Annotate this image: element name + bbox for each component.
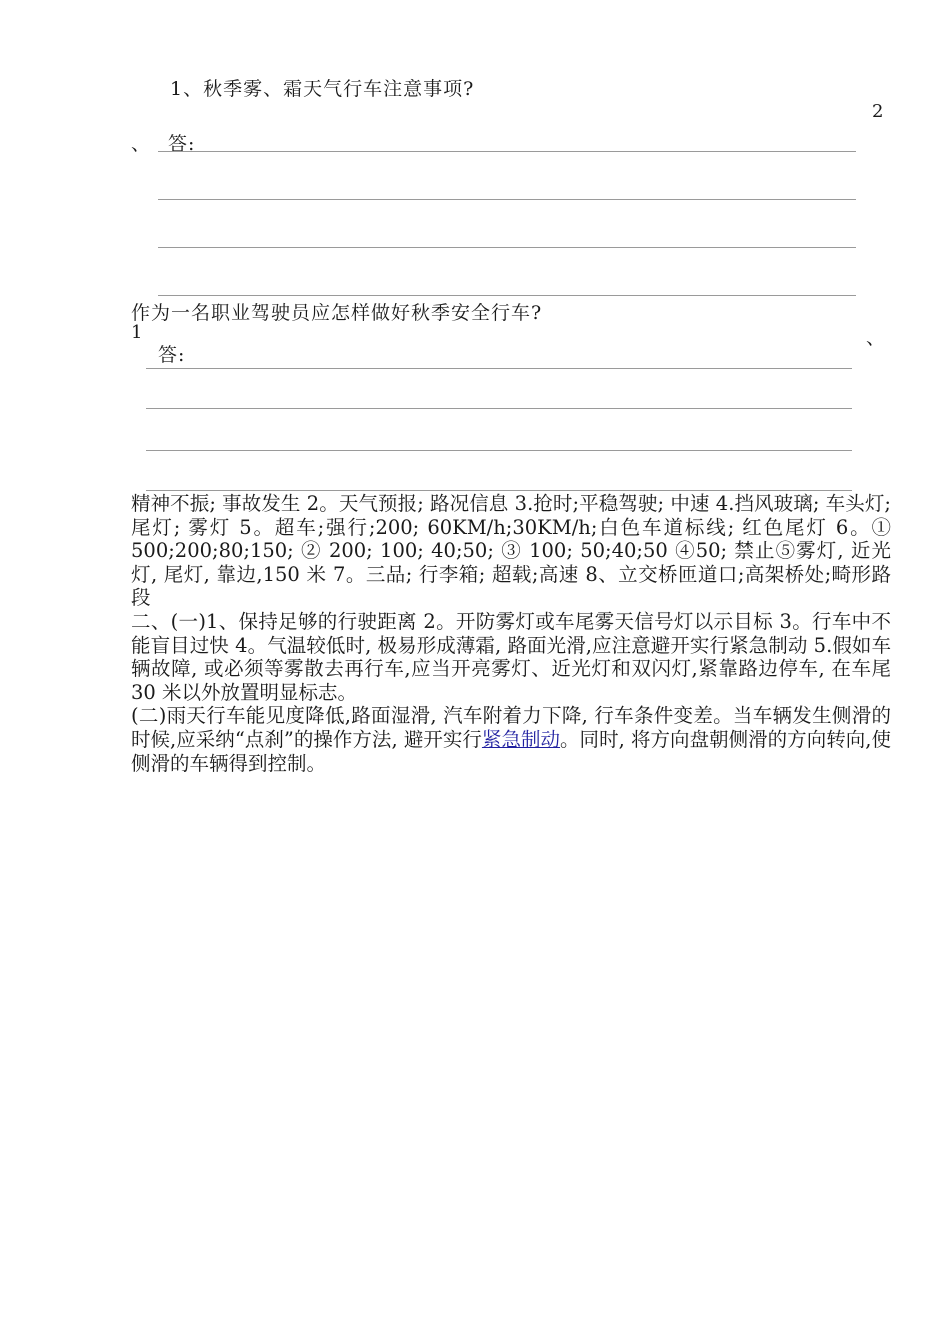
question1-answer-line	[158, 247, 856, 248]
question2-answer-line	[146, 408, 852, 409]
question1-answer-line	[158, 199, 856, 200]
question2-answer-line	[146, 490, 852, 491]
answer-key-part3-text-before: (二)雨天行车能见度降低,路面湿滑, 汽车附着力下降, 行车条件变差。当车辆发生侧滑的时候,应采纳“点刹”的操作方法, 避开实行	[131, 704, 891, 751]
answer-key-part1: 精神不振; 事故发生 2。天气预报; 路况信息 3.抢时;平稳驾驶; 中速 4.挡风玻璃; 车头灯; 尾灯; 雾灯 5。超车;强行;200; 60KM/h;30KM/h;白色车道标线; 红色尾灯 6。① 500;200;80;150; ② 200; 100; 40;50; ③ 100; 50;40;50 ④50; 禁止⑤雾灯, 近光灯, 尾灯, 靠边,150 米 7。三品; 行李箱; 超载;高速 8、立交桥匝道口;高架桥处;畸形路段	[131, 492, 891, 610]
page-number: 2	[872, 101, 884, 122]
answer-key-part3-text-after: 。同时, 将方向盘朝侧滑的方向转向,使侧滑的车辆得到控制。	[131, 727, 891, 775]
answer-key-part3	[131, 704, 891, 775]
emergency-braking-link[interactable]: 紧急制动	[481, 727, 561, 751]
question1-answer-line	[158, 295, 856, 296]
question2-answer-label: 答:	[158, 344, 186, 366]
question1-answer-line	[158, 151, 856, 152]
question1-margin-mark: 、	[131, 133, 152, 155]
question2-title: 作为一名职业驾驶员应怎样做好秋季安全行车?	[131, 302, 543, 324]
question2-answer-line	[146, 368, 852, 369]
question2-answer-line	[146, 450, 852, 451]
question1-answer-label: 答:	[168, 133, 196, 155]
answer-key-part2: 二、(一)1、保持足够的行驶距离 2。开防雾灯或车尾雾天信号灯以示目标 3。行车中不能盲目过快 4。气温较低时, 极易形成薄霜, 路面光滑,应注意避开实行紧急制动 5.假如车辆故障, 或必须等雾散去再行车,应当开亮雾灯、近光灯和双闪灯,紧靠路边停车, 在车尾 30 米以外放置明显标志。	[131, 609, 891, 704]
question2-margin-mark: 、	[866, 327, 887, 349]
question2-number: 1	[131, 322, 143, 343]
question1-title: 1、秋季雾、霜天气行车注意事项?	[170, 78, 475, 100]
answer-key	[131, 492, 891, 775]
